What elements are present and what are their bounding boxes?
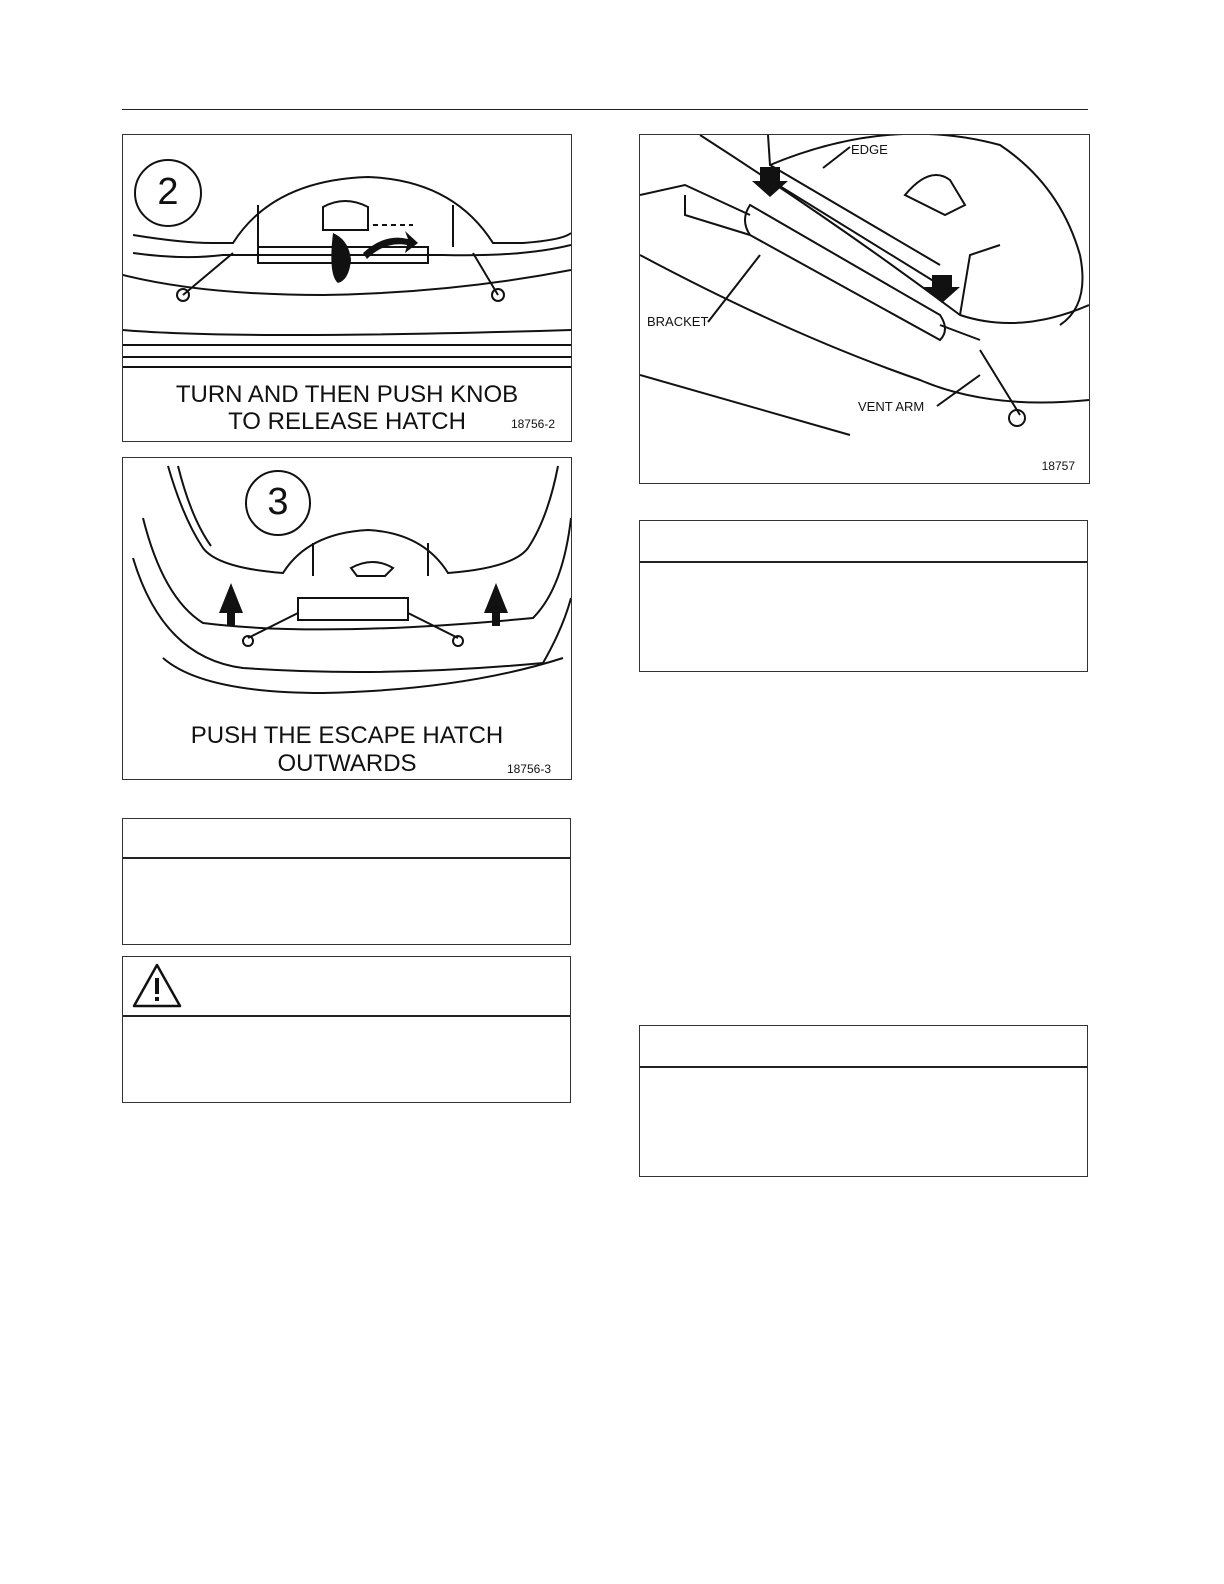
- figure-caption-line-1: TURN AND THEN PUSH KNOB: [175, 381, 519, 408]
- vent-arm-bracket-illustration: [640, 135, 1089, 483]
- callout-vent-arm: VENT ARM: [858, 399, 925, 414]
- figure-vent-bracket: [639, 134, 1090, 484]
- figure-caption-line-1: PUSH THE ESCAPE HATCH: [190, 722, 504, 749]
- note-box-header: [640, 521, 1087, 563]
- figure-number: 18756-3: [506, 762, 551, 776]
- figure-turn-push-knob: [122, 134, 572, 442]
- step-number-label: 3: [267, 481, 289, 523]
- figure-number: 18756-2: [510, 417, 555, 431]
- warning-box: [122, 956, 571, 1103]
- warning-box-header: [123, 957, 570, 1017]
- warning-triangle-icon: [131, 962, 183, 1010]
- figure-caption-line-2: TO RELEASE HATCH: [228, 408, 466, 435]
- figure-number: 18757: [1041, 459, 1075, 473]
- note-box-right-bottom: [639, 1025, 1088, 1177]
- callout-bracket: BRACKET: [647, 314, 709, 329]
- note-box-header: [123, 819, 570, 859]
- callout-edge: EDGE: [851, 142, 888, 157]
- figure-caption-line-2: OUTWARDS: [277, 750, 417, 777]
- note-box-header: [640, 1026, 1087, 1068]
- note-box-left: [122, 818, 571, 945]
- note-box-right-top: [639, 520, 1088, 672]
- figure-push-escape-hatch: [122, 457, 572, 780]
- header-rule: [122, 109, 1088, 110]
- step-number-label: 2: [157, 171, 179, 213]
